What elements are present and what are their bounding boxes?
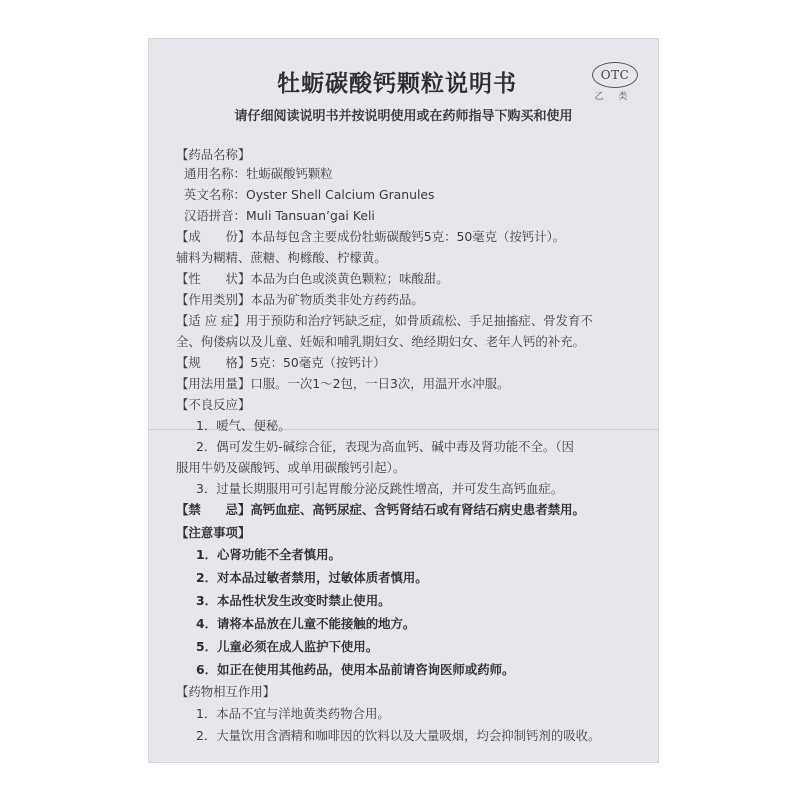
leaflet-paper (148, 38, 659, 763)
pinyin-name: 汉语拼音：Muli Tansuan’gai Keli (184, 208, 375, 223)
precautions-heading: 【注意事项】 (176, 525, 251, 540)
precaution-item-3: 3．本品性状发生改变时禁止使用。 (196, 593, 391, 608)
otc-badge: OTC (592, 62, 638, 88)
interaction-item-1: 1．本品不宜与洋地黄类药物合用。 (196, 706, 390, 721)
name-heading: 【药品名称】 (176, 147, 251, 162)
composition-line-1: 【成 份】本品每包含主要成份牡蛎碳酸钙5克：50毫克（按钙计）。 (176, 229, 566, 244)
common-name: 通用名称：牡蛎碳酸钙颗粒 (184, 166, 333, 181)
specification: 【规 格】5克：50毫克（按钙计） (176, 355, 386, 370)
contraindication: 【禁 忌】高钙血症、高钙尿症、含钙肾结石或有肾结石病史患者禁用。 (176, 502, 585, 517)
precaution-item-5: 5．儿童必须在成人监护下使用。 (196, 639, 379, 654)
precaution-item-4: 4．请将本品放在儿童不能接触的地方。 (196, 616, 416, 631)
adverse-item-3: 3．过量长期服用可引起胃酸分泌反跳性增高，并可发生高钙血症。 (196, 481, 564, 496)
indication-line-1: 【适 应 症】用于预防和治疗钙缺乏症，如骨质疏松、手足抽搐症、骨发育不 (176, 313, 593, 328)
interaction-heading: 【药物相互作用】 (176, 684, 276, 699)
appearance: 【性 状】本品为白色或淡黄色颗粒；味酸甜。 (176, 271, 449, 286)
english-name: 英文名称：Oyster Shell Calcium Granules (184, 187, 435, 202)
adverse-item-2a: 2．偶可发生奶-碱综合征，表现为高血钙、碱中毒及肾功能不全。（因 (196, 439, 574, 454)
adverse-item-1: 1．嗳气、便秘。 (196, 418, 291, 433)
page-title: 牡蛎碳酸钙颗粒说明书 (277, 71, 517, 97)
precaution-item-2: 2．对本品过敏者禁用，过敏体质者慎用。 (196, 570, 428, 585)
category: 【作用类别】本品为矿物质类非处方药药品。 (176, 292, 424, 307)
adverse-heading: 【不良反应】 (176, 397, 251, 412)
precaution-item-1: 1．心肾功能不全者慎用。 (196, 547, 341, 562)
dosage: 【用法用量】口服。一次1～2包，一日3次，用温开水冲服。 (176, 376, 510, 391)
adverse-item-2b: 服用牛奶及碳酸钙、或单用碳酸钙引起）。 (176, 460, 406, 475)
precaution-item-6: 6．如正在使用其他药品，使用本品前请咨询医师或药师。 (196, 662, 515, 677)
indication-line-2: 全、佝偻病以及儿童、妊娠和哺乳期妇女、绝经期妇女、老年人钙的补充。 (176, 334, 585, 349)
interaction-item-2: 2．大量饮用含酒精和咖啡因的饮料以及大量吸烟，均会抑制钙剂的吸收。 (196, 728, 601, 743)
otc-class-label: 乙 类 (594, 92, 634, 102)
usage-notice: 请仔细阅读说明书并按说明使用或在药师指导下购买和使用 (234, 109, 573, 124)
composition-line-2: 辅料为糊精、蔗糖、枸橼酸、柠檬黄。 (176, 250, 387, 265)
